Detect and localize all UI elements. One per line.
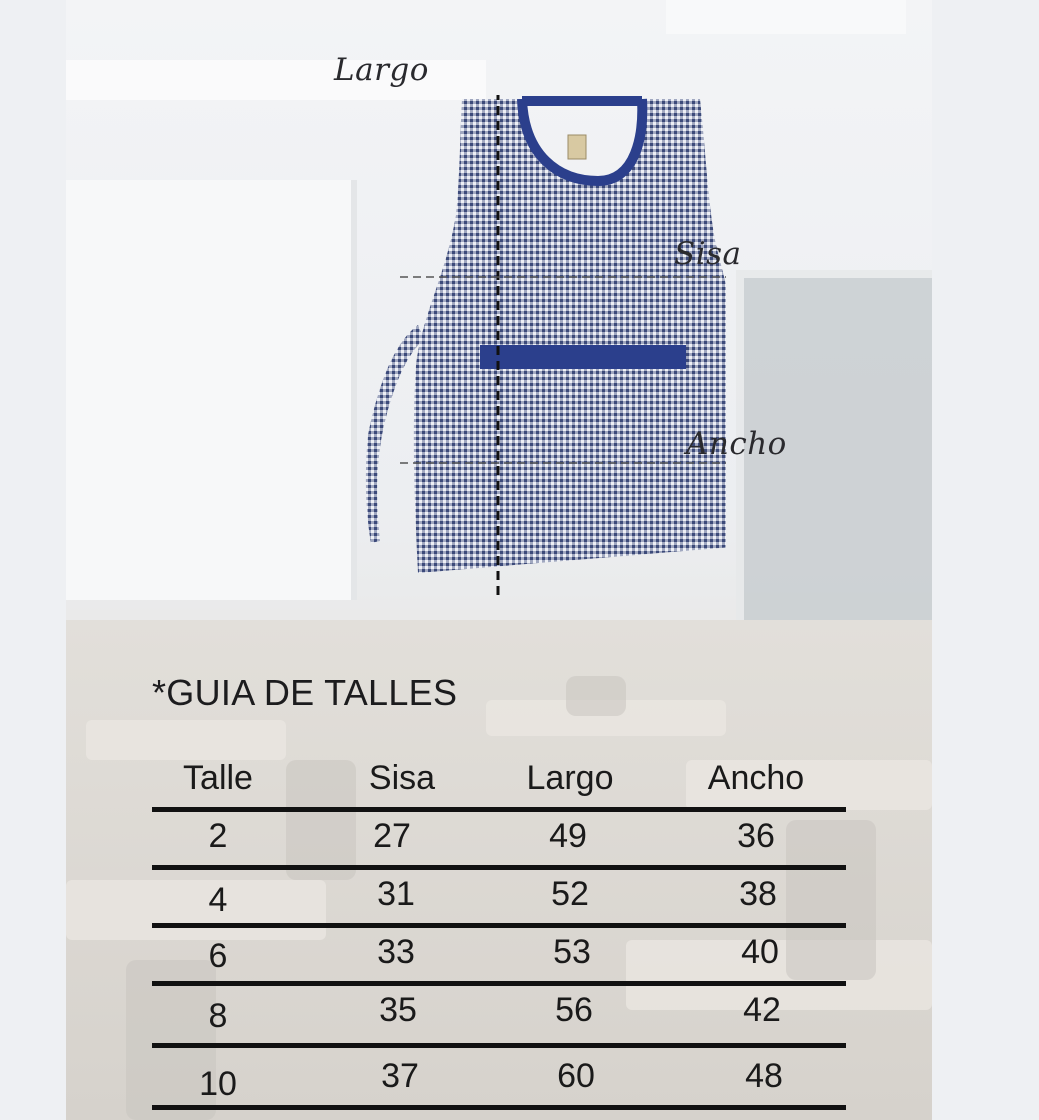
table-row	[152, 929, 846, 987]
ceiling-light	[666, 0, 906, 34]
table-divider	[152, 807, 846, 812]
sisa-label: Sisa	[674, 236, 742, 272]
cell-talle: 6	[208, 937, 228, 975]
cell-largo: 60	[557, 1057, 595, 1095]
desk	[86, 720, 286, 760]
table-row	[152, 1045, 846, 1103]
cell-talle: 10	[199, 1065, 237, 1103]
cell-ancho: 36	[737, 817, 775, 855]
apron-illustration	[296, 95, 726, 605]
table-row	[152, 813, 846, 871]
cell-sisa: 27	[373, 817, 411, 855]
header-sisa: Sisa	[368, 759, 436, 797]
chair	[566, 676, 626, 716]
cell-talle: 4	[208, 881, 228, 919]
largo-label: Largo	[334, 52, 429, 88]
table-divider	[152, 981, 846, 986]
cell-sisa: 35	[379, 991, 417, 1029]
cell-largo: 56	[555, 991, 593, 1029]
cell-sisa: 37	[381, 1057, 419, 1095]
cell-ancho: 40	[741, 933, 779, 971]
table-divider	[152, 1105, 846, 1110]
table-header-row	[152, 755, 846, 813]
size-guide-title: *GUIA DE TALLES	[152, 672, 458, 713]
cell-ancho: 38	[739, 875, 777, 913]
cell-sisa: 33	[377, 933, 415, 971]
cell-sisa: 31	[377, 875, 415, 913]
table-divider	[152, 865, 846, 870]
cell-largo: 52	[551, 875, 589, 913]
cell-talle: 8	[208, 997, 228, 1035]
header-ancho: Ancho	[707, 759, 805, 797]
apron-diagram	[296, 95, 726, 605]
table-divider	[152, 923, 846, 928]
header-talle: Talle	[183, 759, 253, 797]
size-guide-poster	[66, 0, 932, 1120]
ancho-label: Ancho	[686, 426, 787, 462]
cell-talle: 2	[208, 817, 228, 855]
cell-largo: 49	[549, 817, 587, 855]
cell-ancho: 48	[745, 1057, 783, 1095]
cell-ancho: 42	[743, 991, 781, 1029]
size-table	[152, 755, 846, 1103]
table-row	[152, 871, 846, 929]
table-row	[152, 987, 846, 1045]
cell-largo: 53	[553, 933, 591, 971]
header-largo: Largo	[526, 759, 614, 797]
